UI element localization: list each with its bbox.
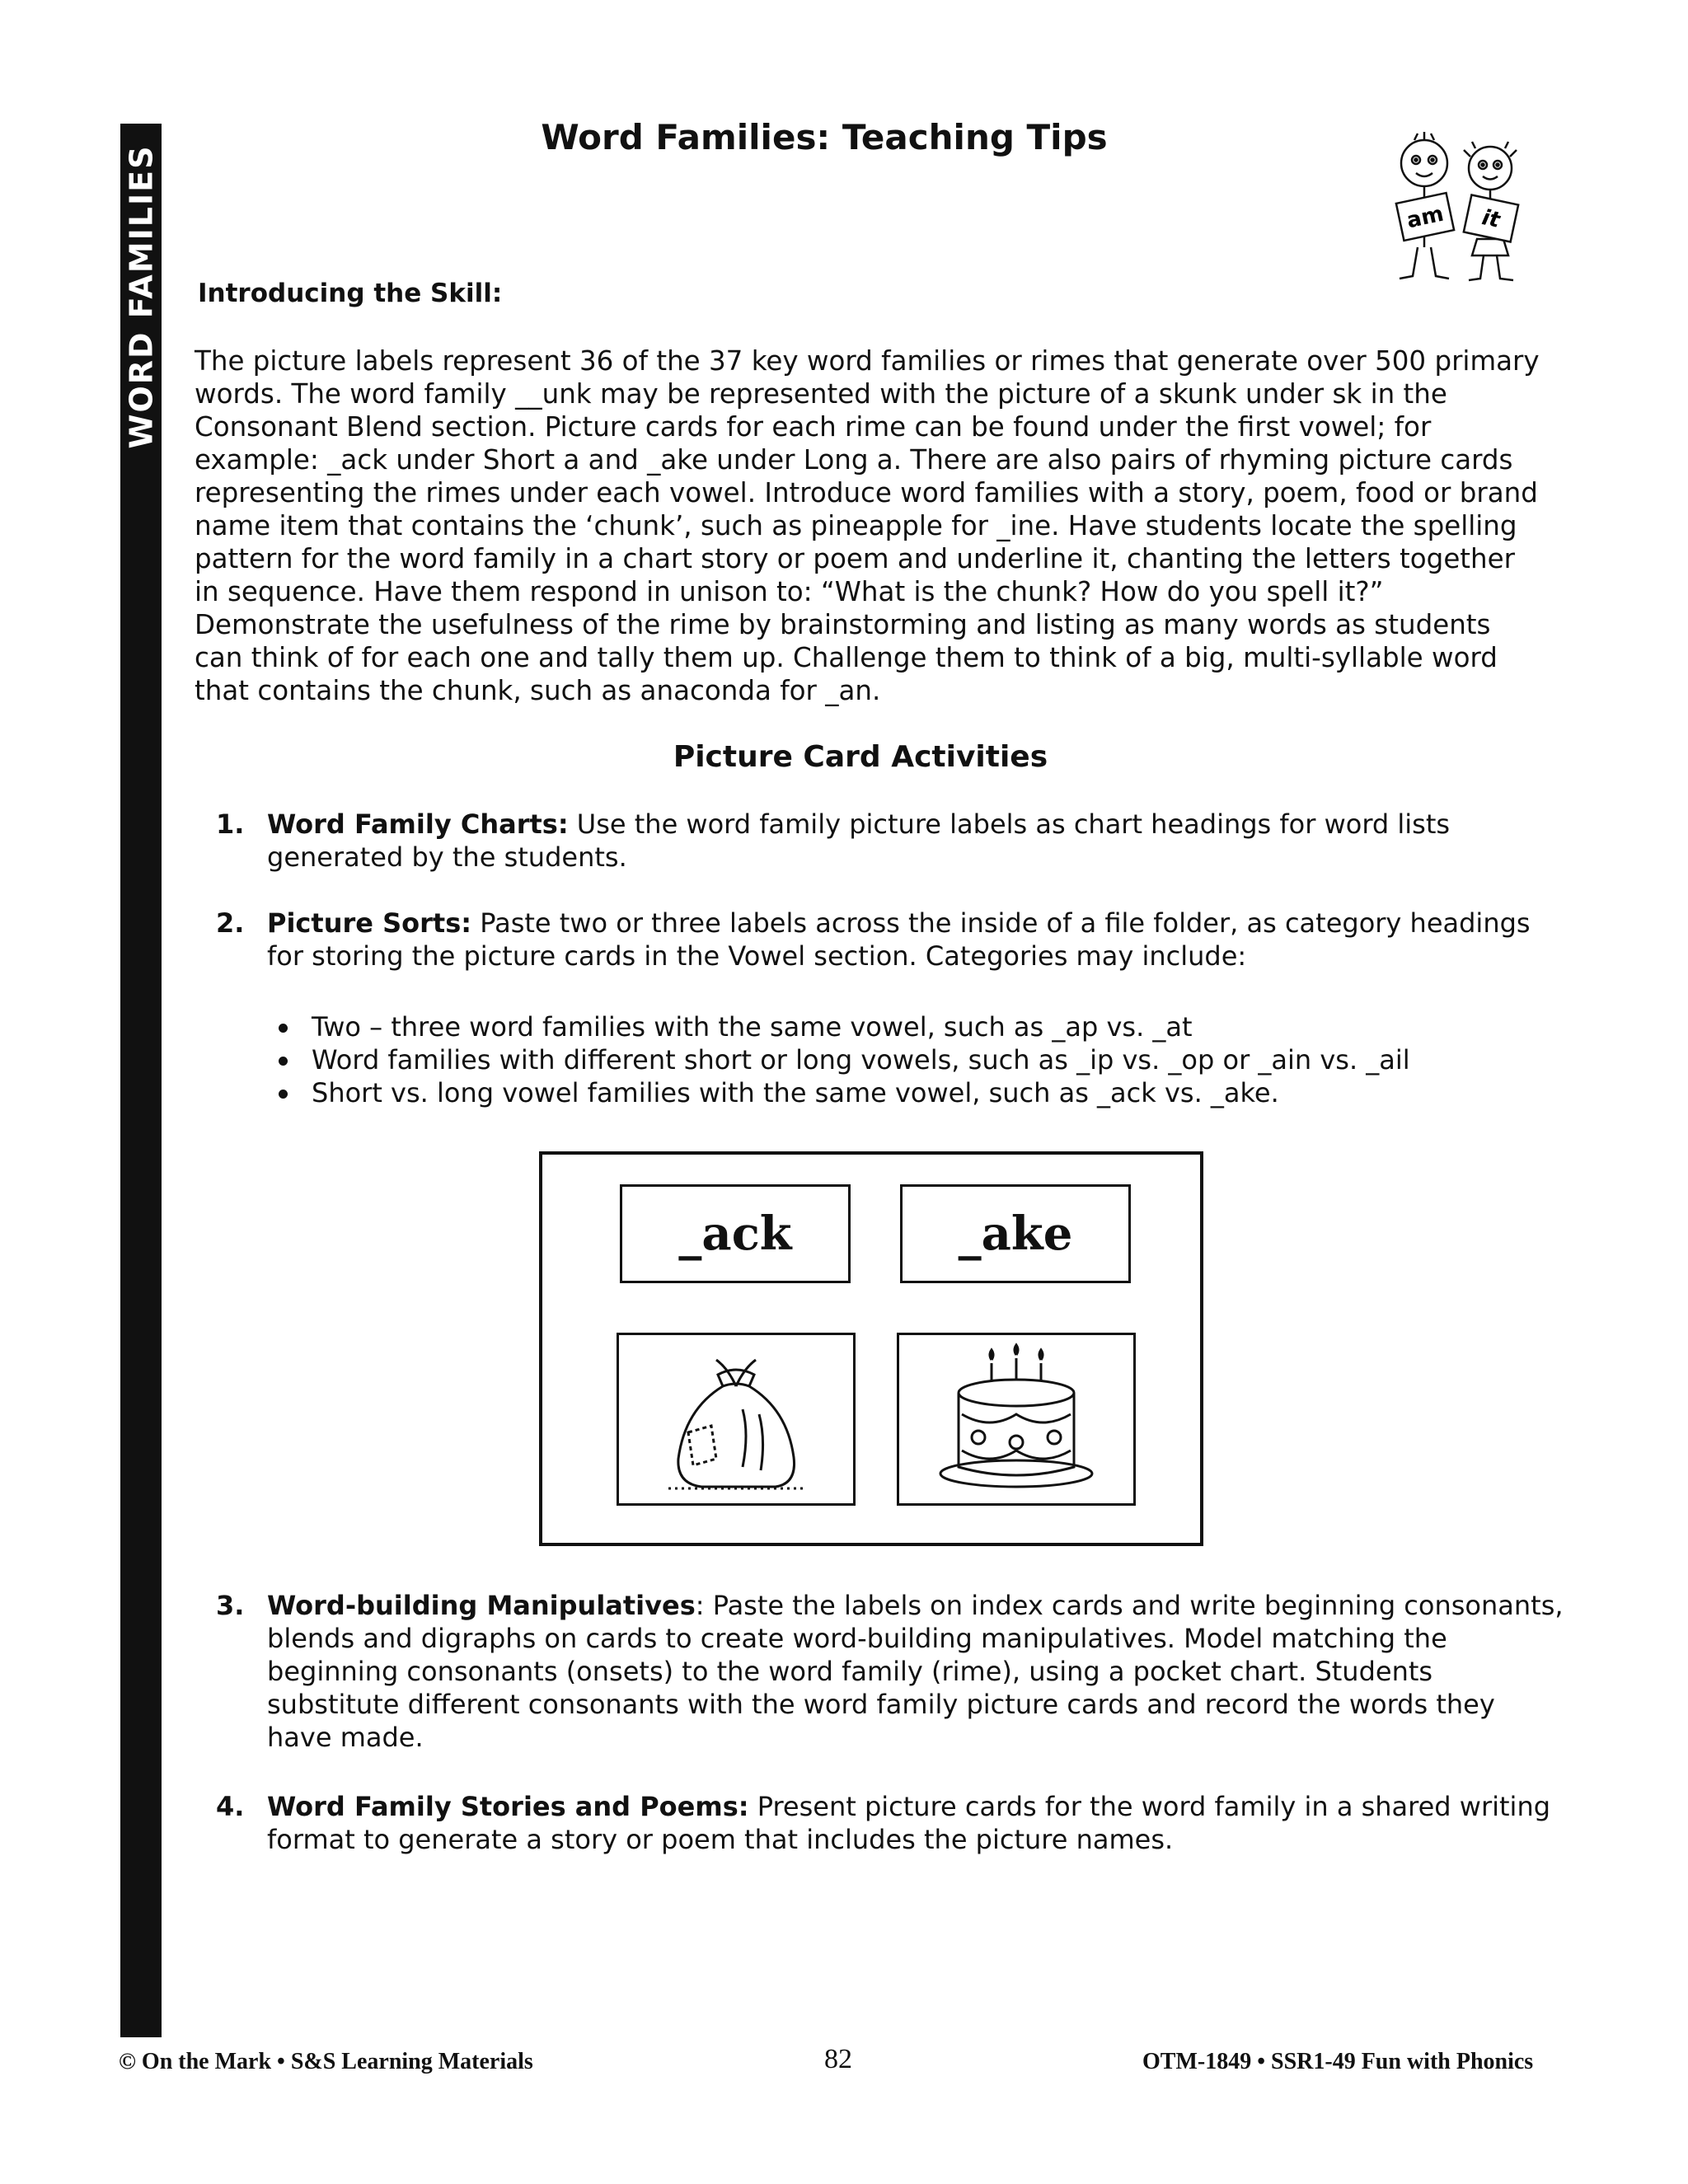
activity-title: Picture Sorts: bbox=[267, 907, 472, 939]
mascot-card-right: it bbox=[1479, 205, 1503, 233]
activity-text: Paste two or three labels across the inside of a file folder, as category headings for storing the picture cards in the Vowel section. Categories may include: bbox=[267, 907, 1531, 972]
list-item: Word families with different short or long vowels, such as _ip vs. _op or _ain vs. _ail bbox=[272, 1043, 1508, 1076]
side-tab bbox=[120, 124, 162, 470]
activity-number: 2. bbox=[216, 907, 245, 939]
activity-item bbox=[216, 808, 1568, 874]
sack-icon bbox=[619, 1335, 853, 1503]
picture-sort-figure bbox=[539, 1151, 1203, 1546]
cake-icon bbox=[899, 1335, 1133, 1503]
activity-title: Word Family Stories and Poems: bbox=[267, 1791, 749, 1822]
footer-book-code: OTM-1849 • SSR1-49 Fun with Phonics bbox=[1142, 2049, 1534, 2074]
kids-mascot-icon bbox=[1385, 132, 1525, 288]
page-title: Word Families: Teaching Tips bbox=[541, 117, 1108, 157]
intro-paragraph: The picture labels represent 36 of the 37 key word families or rimes that generate over 500 primary words. The word family __unk may be represented with the picture of a skunk under sk in the Consonant Blend section. Picture cards for each rime can be found under the first vowel; for example: _ack under Short a and _ake under Long a. There are also pairs of rhyming picture cards representing the rimes under each vowel. Introduce word families with a story, poem, food or brand name item that contains the ‘chunk’, such as pineapple for _ine. Have students locate the spelling pattern for the word family in a chart story or poem and underline it, chanting the letters together in sequence. Have them respond in unison to: “What is the chunk? How do you spell it?” Demonstrate the usefulness of the rime by brainstorming and listing as many words as students can think of for each one and tally them up. Challenge them to think of a big, multi-syllable word that contains the chunk, such as anaconda for _an. bbox=[195, 345, 1540, 706]
list-item: Two – three word families with the same vowel, such as _ap vs. _at bbox=[272, 1010, 1508, 1043]
activity-item bbox=[216, 1589, 1568, 1754]
page-number: 82 bbox=[824, 2044, 852, 2074]
activity-number: 1. bbox=[216, 808, 245, 840]
label-card-ack: _ack bbox=[620, 1184, 851, 1283]
intro-heading: Introducing the Skill: bbox=[198, 279, 503, 308]
activity-text: Use the word family picture labels as chart headings for word lists generated by the students. bbox=[267, 808, 1451, 873]
activity-number: 4. bbox=[216, 1791, 245, 1822]
activity-title: Word Family Charts: bbox=[267, 808, 569, 840]
activity-item bbox=[216, 1790, 1568, 1856]
side-tab-label: WORD FAMILIES bbox=[123, 144, 160, 449]
activities-heading: Picture Card Activities bbox=[673, 740, 1048, 774]
activity-text: Present picture cards for the word family in a shared writing format to generate a story or poem that includes the picture names. bbox=[267, 1791, 1551, 1855]
label-card-ake: _ake bbox=[900, 1184, 1131, 1283]
picture-card-sack bbox=[617, 1333, 856, 1506]
activity-text: : Paste the labels on index cards and write beginning consonants, blends and digraphs on cards to create word-building manipulatives. Model matching the beginning consonants (onsets) to the word family (rime), using a pocket chart. Students substitute different consonants with the word family picture cards and record the words they have made. bbox=[267, 1590, 1564, 1753]
activity-item bbox=[216, 907, 1568, 972]
mascot-card-left: am bbox=[1404, 201, 1447, 234]
list-item: Short vs. long vowel families with the same vowel, such as _ack vs. _ake. bbox=[272, 1076, 1508, 1109]
sort-categories-list bbox=[272, 1010, 1508, 1109]
picture-card-cake bbox=[897, 1333, 1136, 1506]
activity-number: 3. bbox=[216, 1590, 245, 1621]
activity-title: Word-building Manipulatives bbox=[267, 1590, 696, 1621]
footer-copyright: © On the Mark • S&S Learning Materials bbox=[119, 2049, 533, 2074]
